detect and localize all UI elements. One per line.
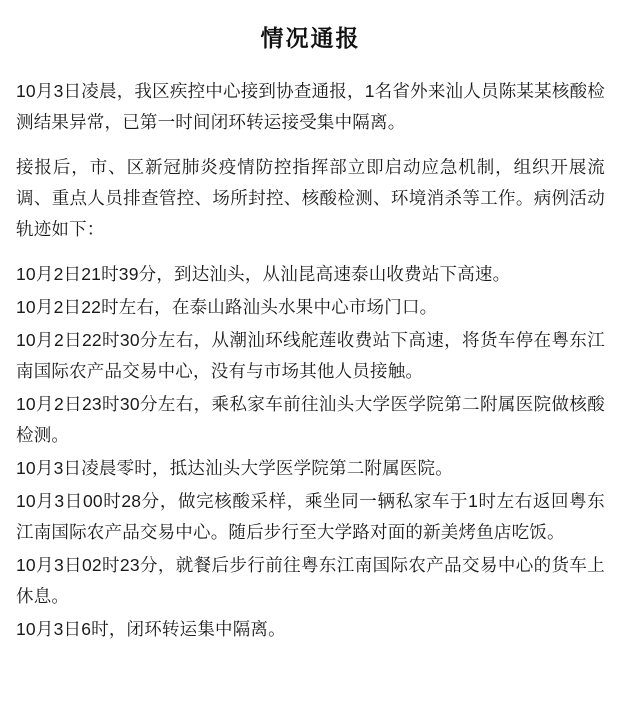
timeline-item: 10月2日23时30分左右，乘私家车前往汕头大学医学院第二附属医院做核酸检测。 [16,393,605,445]
page-title: 情况通报 [260,25,361,51]
activity-timeline [16,259,605,645]
timeline-item: 10月2日22时30分左右，从潮汕环线舵莲收费站下高速，将货车停在粤东江南国际农产品交易中心，没有与市场其他人员接触。 [16,329,605,381]
timeline-item: 10月3日凌晨零时，抵达汕头大学医学院第二附属医院。 [16,457,453,478]
timeline-item: 10月3日02时23分，就餐后步行前往粤东江南国际农产品交易中心的货车上休息。 [16,554,605,606]
intro-paragraph-2: 接报后，市、区新冠肺炎疫情防控指挥部立即启动应急机制，组织开展流调、重点人员排查管控、场所封控、核酸检测、环境消杀等工作。病例活动轨迹如下： [16,156,605,239]
timeline-item: 10月2日22时左右，在泰山路汕头水果中心市场门口。 [16,296,438,317]
timeline-item: 10月2日21时39分，到达汕头，从汕昆高速泰山收费站下高速。 [16,263,511,284]
intro-paragraph-1: 10月3日凌晨，我区疾控中心接到协查通报，1名省外来汕人员陈某某核酸检测结果异常，已第一时间闭环转运接受集中隔离。 [16,80,605,132]
timeline-item: 10月3日00时28分，做完核酸采样，乘坐同一辆私家车于1时左右返回粤东江南国际农产品交易中心。随后步行至大学路对面的新美烤鱼店吃饭。 [16,490,605,542]
timeline-item: 10月3日6时，闭环转运集中隔离。 [16,618,286,639]
